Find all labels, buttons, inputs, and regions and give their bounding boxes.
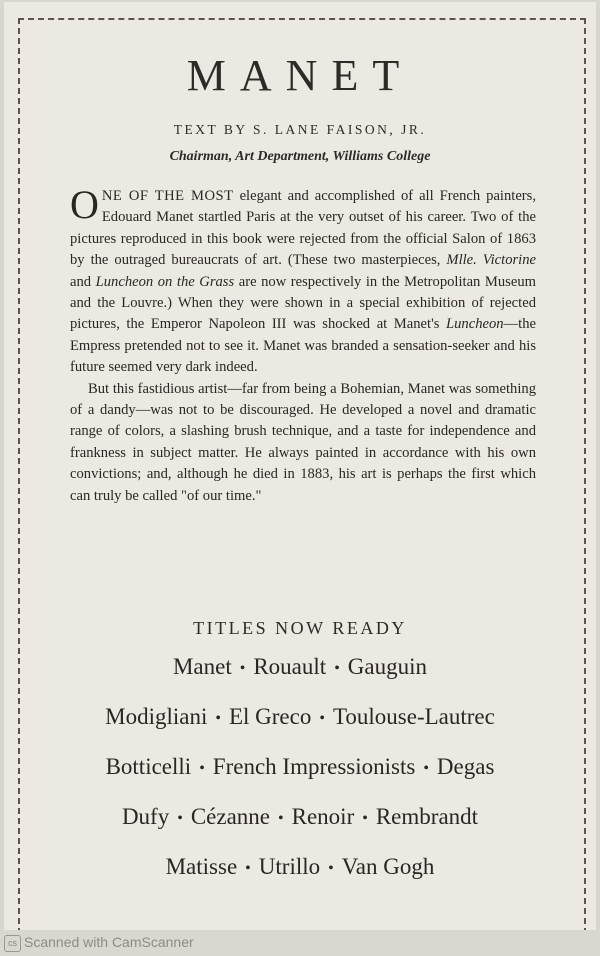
book-title: Toulouse-Lautrec	[332, 704, 495, 729]
bullet-separator: •	[319, 709, 325, 727]
titles-list	[0, 650, 600, 900]
bullet-separator: •	[278, 809, 284, 827]
bullet-separator: •	[423, 759, 429, 777]
book-title: Manet	[172, 654, 232, 679]
watermark-text: Scanned with CamScanner	[24, 934, 194, 950]
titles-heading: TITLES NOW READY	[193, 618, 407, 638]
book-title: French Impressionists	[212, 754, 416, 779]
artwork-title: Luncheon	[446, 316, 504, 333]
book-title: Utrillo	[258, 854, 321, 879]
bullet-separator: •	[199, 759, 205, 777]
bullet-separator: •	[334, 659, 340, 677]
author-byline: TEXT BY S. LANE FAISON, JR.	[173, 122, 427, 137]
book-title: El Greco	[228, 704, 312, 729]
artwork-title: Luncheon on the Grass	[95, 273, 235, 290]
bullet-separator: •	[362, 809, 368, 827]
bullet-separator: •	[215, 709, 221, 727]
titles-row	[0, 800, 600, 850]
bullet-separator: •	[177, 809, 183, 827]
book-title: Rembrandt	[375, 804, 479, 829]
book-title: Dufy	[121, 804, 170, 829]
bullet-separator: •	[245, 859, 251, 877]
opening-smallcaps: NE OF THE MOST	[101, 188, 234, 204]
book-title: Gauguin	[347, 654, 428, 679]
book-title: Van Gogh	[341, 854, 435, 879]
book-title: Cézanne	[190, 804, 271, 829]
book-title: Modigliani	[105, 704, 208, 729]
bullet-separator: •	[328, 859, 334, 877]
book-title: Renoir	[291, 804, 355, 829]
bullet-separator: •	[239, 659, 246, 677]
paragraph-1-text-b: and	[70, 273, 96, 290]
titles-row	[0, 850, 600, 900]
page-title: MANET	[186, 51, 414, 100]
book-title: Matisse	[165, 854, 238, 879]
titles-row	[0, 650, 600, 700]
drop-cap: O	[70, 182, 99, 227]
titles-row	[0, 700, 600, 750]
paragraph-2: But this fastidious artist—far from being a Bohemian, Manet was something of a dandy—was not to be discouraged. He developed a novel and dramatic range of colors, a slashing brush technique, and a taste for independence and frankness in subject matter. He always painted in accordance with his own convictions; and, although he died in 1883, his art is perhaps the first which can truly be called "of our time."	[70, 380, 536, 504]
author-affiliation: Chairman, Art Department, Williams College	[169, 149, 431, 164]
camscanner-logo-icon: cs	[4, 935, 21, 952]
paragraph-1-text-a: elegant and accomplished of all French painters, Edouard Manet startled Paris at the very outset of his career. Two of the pictures reproduced in this book were rejected from the official Salon of 1863 by the outraged bureaucrats of art. (These two masterpieces,	[70, 188, 536, 269]
titles-row	[0, 750, 600, 800]
book-title: Degas	[436, 754, 495, 779]
body-text	[70, 182, 537, 507]
paragraph-1-text-d: —the Empress pretended not to see it. Manet was branded a sensation-seeker and his future seemed very dark indeed.	[70, 316, 536, 376]
paragraph-1	[70, 182, 537, 379]
book-title: Botticelli	[105, 754, 192, 779]
paragraph-1-text-c: are now respectively in the Metropolitan Museum and the Louvre.) When they were shown in a special exhibition of rejected pictures, the Emperor Napoleon III was shocked at Manet's	[70, 273, 536, 333]
book-title: Rouault	[253, 654, 327, 679]
scanner-watermark	[0, 930, 600, 956]
artwork-title: Mlle. Victorine	[446, 252, 537, 269]
